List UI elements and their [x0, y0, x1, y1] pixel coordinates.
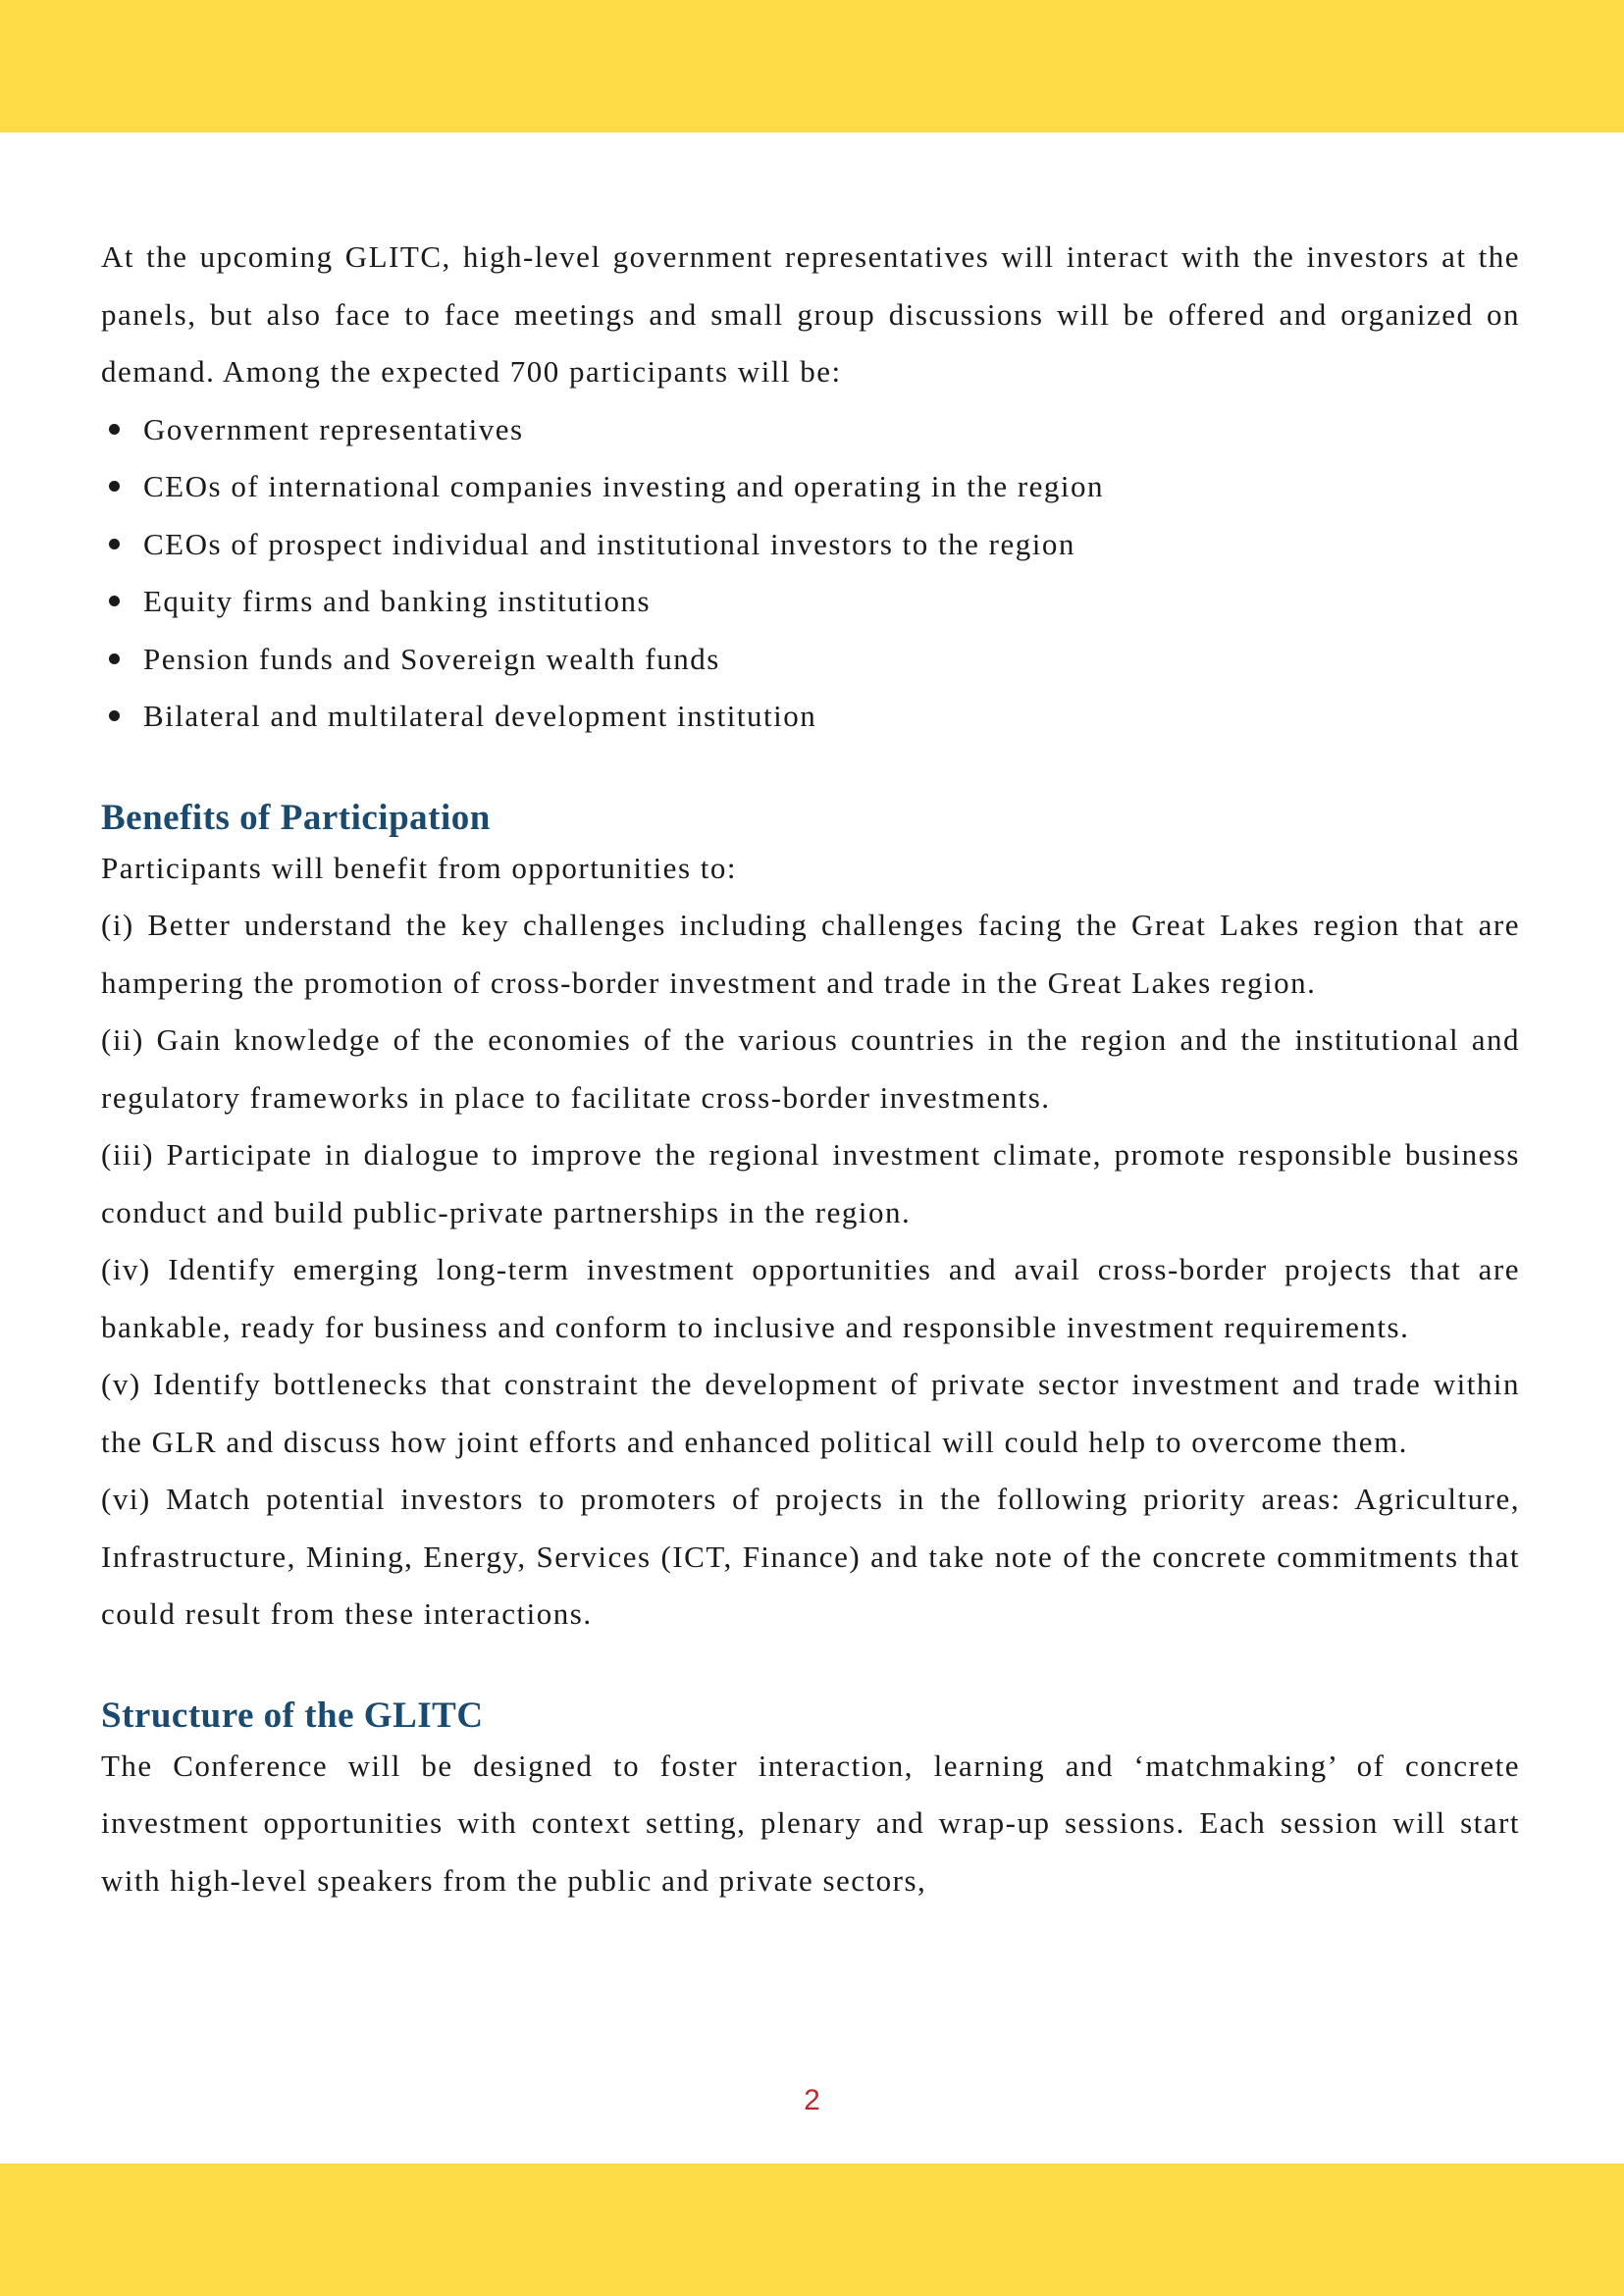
benefits-heading: Benefits of Participation [101, 797, 491, 838]
bullet-icon [109, 481, 120, 492]
list-item: Equity firms and banking institutions [101, 573, 1520, 631]
bullet-icon [109, 539, 120, 549]
page-content [101, 229, 1520, 1909]
benefit-item: (iii) Participate in dialogue to improve the regional investment climate, promote responsible business conduct and build public-private partnerships in the region. [101, 1137, 1520, 1229]
structure-paragraph: The Conference will be designed to foster interaction, learning and ‘matchmaking’ of concrete investment opportunities with context setting, plenary and wrap-up sessions. Each session will start with high-level speakers from the public and private sectors, [101, 1748, 1520, 1898]
bullet-icon [109, 710, 120, 721]
participants-list [101, 401, 1520, 746]
bullet-icon [109, 653, 120, 664]
list-item: Pension funds and Sovereign wealth funds [101, 631, 1520, 689]
list-item: Government representatives [101, 401, 1520, 459]
benefit-item: (iv) Identify emerging long-term investment opportunities and avail cross-border projects that are bankable, ready for business and conform to inclusive and responsible investment requirements. [101, 1252, 1520, 1344]
benefit-item: (i) Better understand the key challenges including challenges facing the Great Lakes region that are hampering the promotion of cross-border investment and trade in the Great Lakes region. [101, 908, 1520, 1000]
benefits-lead: Participants will benefit from opportunities to: [101, 850, 737, 885]
list-item: CEOs of international companies investing and operating in the region [101, 458, 1520, 516]
footer-band [0, 2164, 1624, 2296]
bullet-icon [109, 596, 120, 606]
header-band [0, 0, 1624, 132]
list-item: CEOs of prospect individual and institutional investors to the region [101, 516, 1520, 574]
benefit-item: (ii) Gain knowledge of the economies of the various countries in the region and the institutional and regulatory frameworks in place to facilitate cross-border investments. [101, 1022, 1520, 1115]
intro-paragraph: At the upcoming GLITC, high-level government representatives will interact with the investors at the panels, but also face to face meetings and small group discussions will be offered and organized on demand. Among the expected 700 participants will be: [101, 239, 1520, 389]
benefit-item: (vi) Match potential investors to promoters of projects in the following priority areas: Agriculture, Infrastructure, Mining, Energy, Services (ICT, Finance) and take note of the concrete commitments that could result from these interactions. [101, 1482, 1520, 1631]
bullet-icon [109, 424, 120, 435]
list-item: Bilateral and multilateral development institution [101, 688, 1520, 746]
benefit-item: (v) Identify bottlenecks that constraint the development of private sector investment and trade within the GLR and discuss how joint efforts and enhanced political will could help to overcome them. [101, 1367, 1520, 1459]
page-number: 2 [804, 2084, 820, 2116]
structure-heading: Structure of the GLITC [101, 1695, 484, 1736]
